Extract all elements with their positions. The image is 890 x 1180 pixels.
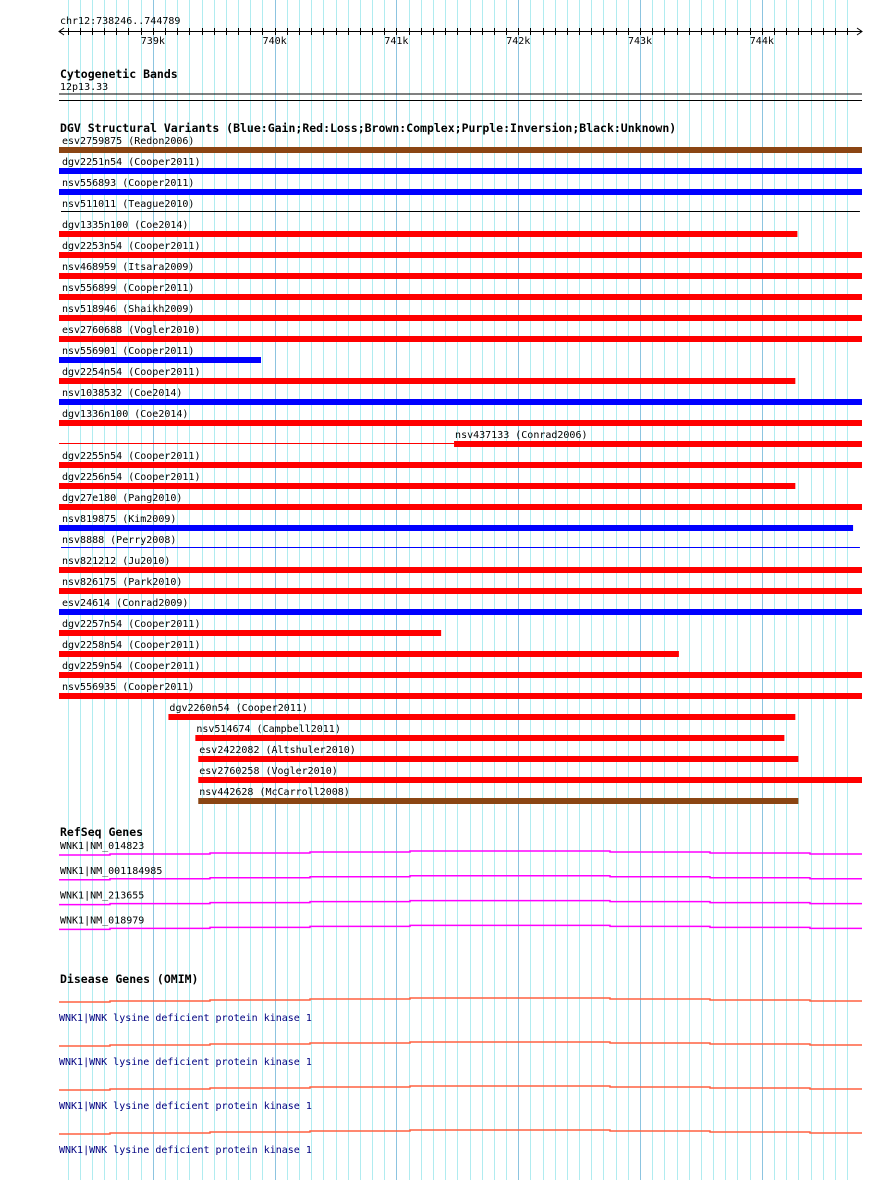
variant-bar[interactable]	[59, 399, 862, 405]
variant-label[interactable]: dgv2256n54 (Cooper2011)	[62, 472, 201, 483]
variant-row[interactable]	[59, 493, 862, 510]
disease-gene-label[interactable]: WNK1|WNK lysine deficient protein kinase 1	[59, 1013, 312, 1024]
variant-row[interactable]	[59, 178, 862, 195]
variant-row[interactable]	[59, 577, 862, 594]
variant-row[interactable]	[198, 787, 798, 804]
variant-label[interactable]: dgv2253n54 (Cooper2011)	[62, 241, 201, 252]
variant-bar[interactable]	[59, 609, 862, 615]
variant-row[interactable]	[198, 745, 798, 762]
disease-genes-track[interactable]	[59, 972, 862, 1156]
variant-label[interactable]: esv24614 (Conrad2009)	[62, 598, 189, 609]
gene-model[interactable]	[59, 851, 862, 855]
refseq-genes-track[interactable]	[59, 825, 862, 929]
variant-row[interactable]	[61, 199, 860, 212]
variant-row[interactable]	[59, 556, 862, 573]
variant-bar[interactable]	[59, 651, 679, 657]
variant-bar[interactable]	[59, 273, 862, 279]
variant-row[interactable]	[59, 388, 862, 405]
variant-bar[interactable]	[59, 252, 862, 258]
variant-label[interactable]: nsv442628 (McCarroll2008)	[199, 787, 350, 798]
disease-gene-label[interactable]: WNK1|WNK lysine deficient protein kinase 1	[59, 1101, 312, 1112]
variant-row[interactable]	[59, 262, 862, 279]
variant-row[interactable]	[59, 430, 862, 447]
variant-label[interactable]: nsv556899 (Cooper2011)	[62, 283, 195, 294]
variant-label[interactable]: nsv556901 (Cooper2011)	[62, 346, 195, 357]
variant-bar[interactable]	[59, 483, 795, 489]
variant-row[interactable]	[59, 661, 862, 678]
variant-row[interactable]	[59, 241, 862, 258]
disease-gene-model[interactable]	[59, 1086, 862, 1090]
variant-bar[interactable]	[59, 378, 795, 384]
variant-label[interactable]: nsv468959 (Itsara2009)	[62, 262, 195, 273]
variant-label[interactable]: nsv556893 (Cooper2011)	[62, 178, 195, 189]
variant-row[interactable]	[59, 220, 797, 237]
variant-row[interactable]	[59, 346, 261, 363]
variant-label[interactable]: esv2760688 (Vogler2010)	[62, 325, 201, 336]
disease-gene-label[interactable]: WNK1|WNK lysine deficient protein kinase 1	[59, 1057, 312, 1068]
variant-row[interactable]	[59, 451, 862, 468]
variant-bar[interactable]	[168, 714, 795, 720]
variant-row[interactable]	[61, 535, 860, 548]
variant-label[interactable]: nsv826175 (Park2010)	[62, 577, 183, 588]
ruler-tick-label: 739k	[140, 36, 165, 47]
variant-label[interactable]: esv2422082 (Altshuler2010)	[199, 745, 356, 756]
variant-label[interactable]: dgv27e180 (Pang2010)	[62, 493, 183, 504]
variant-row[interactable]	[59, 409, 862, 426]
variant-label[interactable]: nsv821212 (Ju2010)	[62, 556, 171, 567]
variant-bar[interactable]	[59, 294, 862, 300]
variant-row[interactable]	[59, 682, 862, 699]
variant-label[interactable]: nsv518946 (Shaikh2009)	[62, 304, 195, 315]
variant-bar[interactable]	[59, 630, 441, 636]
variant-label[interactable]: dgv2260n54 (Cooper2011)	[169, 703, 308, 714]
disease-gene-model[interactable]	[59, 1130, 862, 1134]
gene-model[interactable]	[59, 925, 862, 929]
variant-bar[interactable]	[59, 672, 862, 678]
variant-bar[interactable]	[59, 462, 862, 468]
cytoband-label: 12p13.33	[60, 82, 109, 93]
variant-label[interactable]: nsv1038532 (Coe2014)	[62, 388, 183, 399]
ruler-tick-label: 744k	[749, 36, 774, 47]
variant-row[interactable]	[59, 598, 862, 615]
disease-gene-model[interactable]	[59, 1042, 862, 1046]
track-title: RefSeq Genes	[60, 825, 144, 839]
variant-bar[interactable]	[198, 777, 862, 783]
variant-row[interactable]	[59, 640, 679, 657]
variant-bar[interactable]	[59, 315, 862, 321]
variant-bar[interactable]	[198, 756, 798, 762]
ruler-tick-label: 742k	[506, 36, 531, 47]
variant-bar[interactable]	[59, 693, 862, 699]
variant-row[interactable]	[59, 325, 862, 342]
dgv-structural-variants-track[interactable]	[59, 121, 862, 804]
variant-row[interactable]	[59, 367, 795, 384]
track-title: Cytogenetic Bands	[60, 67, 178, 81]
variant-bar[interactable]	[454, 441, 862, 447]
variant-row[interactable]	[59, 157, 862, 174]
variant-bar[interactable]	[59, 525, 853, 531]
variant-row[interactable]	[59, 472, 795, 489]
track-title: DGV Structural Variants (Blue:Gain;Red:Loss;Brown:Complex;Purple:Inversion;Black:Unknown)	[60, 121, 677, 135]
gene-label[interactable]: WNK1|NM_001184985	[60, 865, 163, 877]
variant-label[interactable]: dgv2257n54 (Cooper2011)	[62, 619, 201, 630]
track-title: Disease Genes (OMIM)	[60, 972, 199, 986]
variant-bar[interactable]	[59, 588, 862, 594]
variant-bar[interactable]	[195, 735, 784, 741]
variant-label[interactable]: nsv8888 (Perry2008)	[62, 535, 177, 546]
gene-label[interactable]: WNK1|NM_018979	[60, 915, 145, 927]
ruler-tick-label: 740k	[262, 36, 287, 47]
ruler-tick-label: 743k	[627, 36, 653, 47]
disease-gene-model[interactable]	[59, 998, 862, 1002]
variant-label[interactable]: esv2759875 (Redon2006)	[62, 136, 195, 147]
variant-bar[interactable]	[59, 231, 797, 237]
cytogenetic-bands-track[interactable]	[59, 67, 862, 101]
variant-label[interactable]: nsv556935 (Cooper2011)	[62, 682, 195, 693]
variant-row[interactable]	[195, 724, 784, 741]
variant-row[interactable]	[59, 136, 862, 153]
variant-bar[interactable]	[59, 189, 862, 195]
variant-label[interactable]: dgv2254n54 (Cooper2011)	[62, 367, 201, 378]
variant-label[interactable]: dgv2258n54 (Cooper2011)	[62, 640, 201, 651]
variant-bar[interactable]	[59, 357, 261, 363]
gene-model[interactable]	[59, 876, 862, 880]
variant-label[interactable]: nsv511011 (Teague2010)	[62, 199, 195, 210]
ruler-tick-label: 741k	[384, 36, 409, 47]
variant-label[interactable]: esv2760258 (Vogler2010)	[199, 766, 338, 777]
variant-label[interactable]: dgv2259n54 (Cooper2011)	[62, 661, 201, 672]
gene-label[interactable]: WNK1|NM_014823	[60, 841, 145, 852]
variant-label[interactable]: dgv2251n54 (Cooper2011)	[62, 157, 201, 168]
variant-label[interactable]: dgv1336n100 (Coe2014)	[62, 409, 189, 420]
variant-label[interactable]: dgv1335n100 (Coe2014)	[62, 220, 189, 231]
ruler-location-label: chr12:738246..744789	[60, 16, 181, 27]
ruler-track	[59, 16, 862, 47]
variant-label[interactable]: nsv437133 (Conrad2006)	[455, 430, 588, 441]
variant-bar[interactable]	[198, 798, 798, 804]
disease-gene-label[interactable]: WNK1|WNK lysine deficient protein kinase 1	[59, 1145, 312, 1156]
gene-label[interactable]: WNK1|NM_213655	[60, 890, 145, 902]
variant-row[interactable]	[59, 283, 862, 300]
variant-label[interactable]: dgv2255n54 (Cooper2011)	[62, 451, 201, 462]
variant-row[interactable]	[59, 514, 853, 531]
variant-bar[interactable]	[59, 567, 862, 573]
variant-label[interactable]: nsv819875 (Kim2009)	[62, 514, 177, 525]
gene-model[interactable]	[59, 901, 862, 905]
variant-bar[interactable]	[59, 504, 862, 510]
variant-bar[interactable]	[59, 420, 862, 426]
variant-bar[interactable]	[59, 147, 862, 153]
variant-label[interactable]: nsv514674 (Campbell2011)	[196, 724, 341, 735]
variant-bar[interactable]	[59, 336, 862, 342]
variant-row[interactable]	[59, 304, 862, 321]
variant-bar[interactable]	[59, 168, 862, 174]
